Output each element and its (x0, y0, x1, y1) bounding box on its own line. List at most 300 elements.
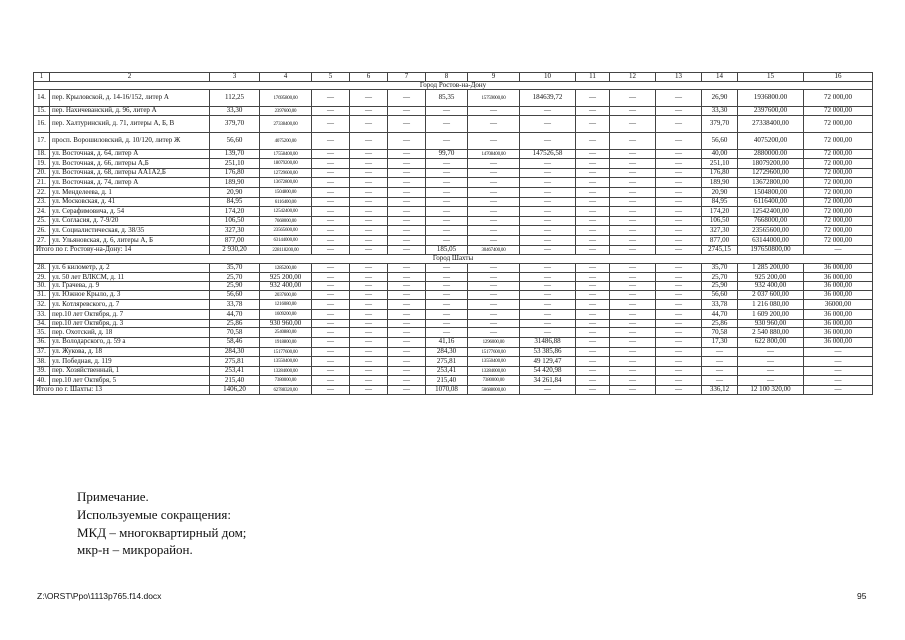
cell-value: — (589, 366, 596, 375)
table-cell (656, 116, 702, 133)
table-cell (388, 178, 426, 188)
table-cell (702, 376, 738, 386)
cell-value: — (365, 356, 372, 365)
cell-value: — (365, 281, 372, 290)
cell-value: — (443, 309, 450, 318)
table-cell (312, 337, 350, 347)
table-cell (656, 376, 702, 386)
cell-value: — (589, 216, 596, 225)
cell-value: — (589, 225, 596, 234)
cell-value: 72 000,00 (824, 93, 852, 102)
cell-value: 72 000,00 (824, 158, 852, 167)
table-cell (610, 300, 656, 310)
table-cell (702, 168, 738, 178)
cell-value: — (365, 197, 372, 206)
cell-value: — (589, 347, 596, 355)
table-cell (312, 90, 350, 107)
table-cell (610, 357, 656, 367)
cell-value: ул. Жукова, д. 18 (52, 347, 103, 355)
cell-value: — (443, 299, 450, 308)
cell-value: 70,58 (711, 327, 728, 336)
table-cell (34, 207, 50, 217)
table-cell (610, 197, 656, 207)
table-cell (702, 337, 738, 347)
cell-value: — (490, 197, 497, 206)
table-cell (576, 236, 610, 246)
table-cell (426, 376, 468, 386)
header-cell: 3 (210, 73, 260, 82)
cell-value: — (490, 168, 497, 177)
header-cell: 8 (426, 73, 468, 82)
table-cell (738, 106, 804, 116)
cell-value: 56,60 (711, 136, 728, 145)
cell-value: 72 000,00 (824, 106, 852, 115)
table-row (34, 178, 873, 188)
table-cell (738, 282, 804, 291)
cell-value: — (327, 245, 334, 254)
table-cell (388, 188, 426, 198)
table-cell (312, 116, 350, 133)
table-cell (312, 133, 350, 150)
table-row (34, 188, 873, 198)
header-cell: 4 (260, 73, 312, 82)
table-cell (610, 347, 656, 357)
cell-value: 35,70 (226, 263, 243, 272)
table-cell (350, 328, 388, 338)
address-cell (50, 159, 210, 169)
cell-value: — (365, 245, 372, 254)
cell-value: пер. Халтуринский, д. 71, литеры А, Б, В (52, 119, 175, 128)
table-cell (576, 106, 610, 116)
cell-value: — (629, 319, 636, 327)
table-cell (426, 216, 468, 226)
table-row (34, 106, 873, 116)
table-cell (260, 207, 312, 217)
cell-value: 2540880,00 (274, 330, 297, 336)
table-cell (702, 328, 738, 338)
table-cell (260, 188, 312, 198)
cell-value: — (589, 235, 596, 244)
table-cell (260, 168, 312, 178)
cell-value: — (629, 235, 636, 244)
table-cell (34, 337, 50, 347)
table-cell (610, 216, 656, 226)
table-cell (210, 197, 260, 207)
cell-value: — (327, 177, 334, 186)
cell-value: 925 200,00 (754, 272, 787, 281)
cell-value: — (675, 149, 682, 158)
cell-value: 6116400,00 (274, 199, 297, 205)
table-cell (804, 178, 873, 188)
table-cell (576, 207, 610, 217)
cell-value: — (675, 309, 682, 318)
table-cell (260, 328, 312, 338)
table-cell (738, 236, 804, 246)
cell-value: — (589, 187, 596, 196)
table-row (34, 282, 873, 291)
table-cell (468, 366, 520, 376)
cell-value: — (544, 299, 551, 308)
cell-value: просп. Ворошиловский, д. 10/120, литер Ж (52, 136, 181, 145)
cell-value: — (675, 290, 682, 299)
address-cell (50, 149, 210, 159)
table-cell (804, 357, 873, 367)
table-cell (210, 188, 260, 198)
table-cell (312, 376, 350, 386)
total-cell (312, 385, 350, 395)
table-cell (610, 376, 656, 386)
table-cell (804, 337, 873, 347)
table-cell (702, 290, 738, 300)
cell-value: — (629, 385, 636, 394)
table-cell (350, 226, 388, 236)
cell-value: — (716, 356, 723, 365)
table-cell (738, 290, 804, 300)
table-cell (576, 90, 610, 107)
cell-value: — (629, 356, 636, 365)
table-cell (804, 197, 873, 207)
cell-value: 34. (37, 319, 46, 327)
cell-value: 1285200,00 (274, 265, 297, 271)
cell-value: 49 129,47 (533, 356, 562, 365)
cell-value: — (589, 263, 596, 272)
cell-value: 72 000,00 (824, 235, 852, 244)
table-cell (610, 168, 656, 178)
table-cell (210, 328, 260, 338)
table-cell (610, 188, 656, 198)
total-cell (738, 245, 804, 255)
total-cell (520, 385, 576, 395)
cell-value: — (589, 136, 596, 145)
table-cell (388, 168, 426, 178)
table-cell (520, 90, 576, 107)
table-cell (260, 282, 312, 291)
table-cell (656, 282, 702, 291)
cell-value: — (834, 347, 842, 355)
cell-value: — (365, 327, 372, 336)
table-cell (520, 290, 576, 300)
address-cell (50, 168, 210, 178)
table-cell (520, 366, 576, 376)
table-cell (426, 236, 468, 246)
table-cell (804, 216, 873, 226)
cell-value: — (365, 366, 372, 375)
cell-value: — (403, 319, 410, 327)
table-cell (656, 357, 702, 367)
table-cell (520, 226, 576, 236)
cell-value: — (589, 281, 596, 290)
table-cell (210, 319, 260, 328)
cell-value: — (403, 187, 410, 196)
table-cell (426, 366, 468, 376)
note-mkd: МКД – многоквартирный дом; (77, 525, 247, 540)
table-cell (576, 149, 610, 159)
table-cell (804, 116, 873, 133)
cell-value: — (365, 235, 372, 244)
table-cell (260, 178, 312, 188)
cell-value: пер. Крыловской, д. 14-16/152, литер А (52, 93, 169, 102)
cell-value: — (544, 206, 551, 215)
total-label (34, 385, 210, 395)
table-row (34, 90, 873, 107)
table-cell (804, 106, 873, 116)
table-cell (426, 357, 468, 367)
table-cell (312, 290, 350, 300)
cell-value: — (544, 272, 551, 281)
table-cell (520, 273, 576, 282)
cell-value: — (443, 119, 450, 128)
table-cell (738, 366, 804, 376)
cell-value: — (716, 375, 723, 384)
cell-value: — (589, 177, 596, 186)
cell-value: — (490, 216, 497, 225)
table-cell (738, 376, 804, 386)
table-cell (804, 168, 873, 178)
table-cell (260, 263, 312, 273)
cell-value: — (327, 281, 334, 290)
table-cell (350, 159, 388, 169)
table-cell (388, 347, 426, 357)
table-cell (350, 207, 388, 217)
cell-value: 2880000.00 (753, 149, 788, 158)
total-cell (210, 245, 260, 255)
table-cell (468, 376, 520, 386)
cell-value: 99,70 (438, 149, 455, 158)
table-cell (312, 149, 350, 159)
cell-value: — (490, 263, 497, 272)
cell-value: — (403, 375, 410, 384)
table-cell (350, 290, 388, 300)
cell-value: 7380000,00 (274, 378, 297, 384)
cell-value: ул. Восточная, д. 64, литер А (52, 149, 139, 158)
header-cell: 15 (738, 73, 804, 82)
cell-value: — (629, 158, 636, 167)
table-cell (34, 168, 50, 178)
table-cell (468, 273, 520, 282)
table-cell (210, 106, 260, 116)
cell-value: 1406,20 (223, 385, 246, 394)
cell-value: 251,10 (709, 158, 730, 167)
table-cell (804, 90, 873, 107)
cell-value: — (544, 309, 551, 318)
cell-value: 251,10 (224, 158, 245, 167)
cell-value: ул. Ульяновская, д. 6, литеры А, Б (52, 235, 153, 244)
cell-value: 72 000,00 (824, 206, 852, 215)
cell-value: — (365, 93, 372, 102)
table-cell (520, 337, 576, 347)
table-cell (576, 226, 610, 236)
table-row (34, 226, 873, 236)
table-cell (34, 216, 50, 226)
table-cell (260, 133, 312, 150)
cell-value: — (490, 187, 497, 196)
cell-value: 27338400,00 (273, 121, 298, 127)
cell-value: 1 609 200,00 (752, 309, 789, 318)
table-cell (34, 300, 50, 310)
cell-value: 932 400,00 (269, 281, 302, 290)
cell-value: — (675, 177, 682, 186)
address-cell (50, 178, 210, 188)
cell-value: — (403, 366, 410, 375)
cell-value: — (544, 290, 551, 299)
table-cell (520, 310, 576, 320)
cell-value: 2397600,00 (753, 106, 788, 115)
cell-value: — (327, 168, 334, 177)
cell-value: 17558400,00 (273, 151, 298, 157)
cell-value: 22. (37, 187, 46, 196)
cell-value: 58,46 (226, 337, 243, 346)
table-cell (210, 366, 260, 376)
table-cell (388, 149, 426, 159)
table-cell (34, 376, 50, 386)
total-cell (804, 245, 873, 255)
table-cell (520, 236, 576, 246)
cell-value: — (767, 366, 774, 375)
cell-value: — (403, 245, 410, 254)
table-cell (312, 282, 350, 291)
table-cell (388, 310, 426, 320)
cell-value: 930 960,00 (269, 319, 302, 327)
cell-value: 622 800,00 (754, 337, 787, 346)
cell-value: — (544, 319, 551, 327)
cell-value: — (403, 347, 410, 355)
table-cell (702, 216, 738, 226)
cell-value: 25. (37, 216, 46, 225)
cell-value: 139,70 (224, 149, 245, 158)
table-cell (312, 188, 350, 198)
cell-value: — (365, 216, 372, 225)
table-cell (804, 347, 873, 357)
table-cell (260, 90, 312, 107)
cell-value: ул. Менделеева, д. 1 (52, 187, 112, 196)
table-cell (702, 178, 738, 188)
table-cell (576, 319, 610, 328)
table-cell (576, 116, 610, 133)
address-cell (50, 116, 210, 133)
table-cell (312, 197, 350, 207)
cell-value: 33,30 (226, 106, 243, 115)
table-cell (388, 282, 426, 291)
cell-value: — (443, 225, 450, 234)
table-cell (34, 347, 50, 357)
cell-value: 2397600,00 (274, 108, 297, 114)
table-cell (702, 273, 738, 282)
cell-value: — (443, 281, 450, 290)
cell-value: 327,30 (709, 225, 730, 234)
cell-value: — (589, 197, 596, 206)
cell-value: — (403, 216, 410, 225)
table-cell (702, 366, 738, 376)
table-cell (210, 226, 260, 236)
cell-value: — (629, 309, 636, 318)
cell-value: 30467400,00 (481, 247, 506, 253)
table-cell (34, 328, 50, 338)
table-cell (312, 310, 350, 320)
total-cell (468, 385, 520, 395)
table-cell (610, 337, 656, 347)
cell-value: 24. (37, 206, 46, 215)
table-cell (738, 178, 804, 188)
cell-value: ул. Победная, д. 119 (52, 356, 112, 365)
total-row (34, 385, 873, 395)
total-row (34, 245, 873, 255)
table-cell (656, 226, 702, 236)
cell-value: — (365, 290, 372, 299)
total-cell (610, 245, 656, 255)
cell-value: 189,90 (224, 177, 245, 186)
cell-value: — (589, 168, 596, 177)
table-cell (702, 236, 738, 246)
table-cell (576, 197, 610, 207)
cell-value: 25,70 (226, 272, 243, 281)
cell-value: — (490, 206, 497, 215)
cell-value: 36 000,00 (824, 290, 852, 299)
table-cell (468, 90, 520, 107)
cell-value: — (490, 290, 497, 299)
cell-value: — (490, 119, 497, 128)
table-cell (702, 347, 738, 357)
table-cell (350, 133, 388, 150)
cell-value: — (327, 347, 334, 355)
cell-value: 18079200,00 (273, 161, 298, 167)
cell-value: — (629, 375, 636, 384)
table-cell (468, 328, 520, 338)
cell-value: 253,41 (224, 366, 245, 375)
cell-value: — (675, 168, 682, 177)
table-cell (468, 319, 520, 328)
header-cell: 7 (388, 73, 426, 82)
table-cell (210, 290, 260, 300)
table-cell (34, 178, 50, 188)
cell-value: — (544, 119, 551, 128)
table-cell (656, 168, 702, 178)
table-cell (702, 197, 738, 207)
cell-value: — (327, 216, 334, 225)
total-cell (656, 245, 702, 255)
cell-value: — (490, 106, 497, 115)
cell-value: 29. (37, 272, 46, 281)
cell-value: — (675, 245, 682, 254)
cell-value: 36 000,00 (824, 263, 852, 272)
address-cell (50, 263, 210, 273)
cell-value: — (443, 177, 450, 186)
table-cell (350, 347, 388, 357)
cell-value: — (629, 225, 636, 234)
table-cell (576, 282, 610, 291)
table-cell (656, 290, 702, 300)
table-cell (426, 290, 468, 300)
cell-value: Итого по г. Шахты: 13 (36, 385, 102, 394)
table-cell (312, 236, 350, 246)
cell-value: — (403, 235, 410, 244)
table-cell (610, 90, 656, 107)
cell-value: ул. 50 лет ВЛКСМ, д. 11 (52, 272, 125, 281)
table-row (34, 376, 873, 386)
table-cell (656, 197, 702, 207)
city-row (34, 81, 873, 90)
table-cell (656, 159, 702, 169)
cell-value: — (629, 168, 636, 177)
cell-value: — (629, 93, 636, 102)
table-cell (702, 226, 738, 236)
address-cell (50, 310, 210, 320)
cell-value: 17. (37, 136, 46, 145)
table-cell (312, 347, 350, 357)
cell-value: — (327, 385, 334, 394)
cell-value: — (675, 299, 682, 308)
table-cell (260, 159, 312, 169)
table-cell (576, 310, 610, 320)
